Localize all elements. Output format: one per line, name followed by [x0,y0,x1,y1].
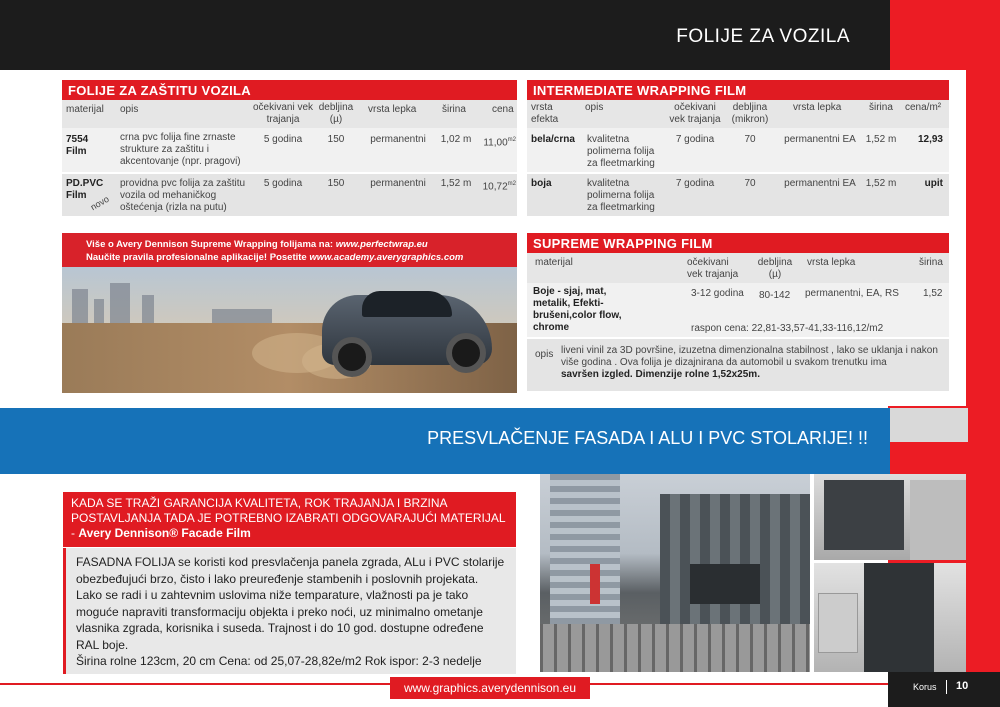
banner-line-2 [86,252,463,263]
col-sirina: širina [869,102,893,113]
row-adhesive: permanentni EA [784,178,856,189]
description-text: FASADNA FOLIJA se koristi kod presvlačenja panela zgrada, ALu i PVC stolarije obezbeđujući brzo, čisto i lako preuređenje stambenih i poslovnih projekata. Lako se radi i u zahtevnim uslovima niže temparature, vlažnosti pa je tako moguće napraviti transformaciju objekta i preko noći, uz minimalno ometanje vlasnika zgrada, korisnika i suseda. Trajnost i do 10 god. dostupne određene RAL boje. [76,555,505,652]
facade-title: PRESVLAČENJE FASADA I ALU I PVC STOLARIJE! !! [427,428,868,448]
banner-text: Više o Avery Dennison Supreme Wrapping folijama na: [86,239,336,250]
col-opis: opis [120,104,139,115]
railing [540,624,810,672]
facade-banner [0,408,890,474]
page-number: 10 [956,680,969,692]
row-width: 1,52 [923,288,943,299]
zastita-table [62,100,517,218]
table-row [527,339,949,391]
col-vek: očekivani vek trajanja [252,102,314,125]
facade-photo-top [814,474,966,560]
col-opis: opis [585,102,604,113]
car-wheel [332,337,372,377]
row-adhesive: permanentni [370,178,426,189]
intermediate-title: INTERMEDIATE WRAPPING FILM [527,80,949,101]
city-building [94,299,104,323]
academy-link[interactable]: www.academy.averygraphics.com [309,252,464,263]
col-debljina: debljina (µ) [318,102,354,125]
footer-url[interactable]: www.graphics.averydennison.eu [390,677,590,699]
blue-band-side [888,408,968,442]
row-lifetime: 3-12 godina [691,288,744,299]
supreme-table [527,253,949,393]
facade-photo-bottom [814,563,966,672]
col-debljina: debljina (mikron) [731,102,769,125]
city-building [72,289,88,323]
row-material: PD.PVC Film [66,178,104,201]
col-cena: cena/m² [905,102,942,113]
col-sirina: širina [442,104,466,115]
row-width: 1,52 m [865,178,897,189]
row-thickness: 150 [327,134,345,145]
zastita-header-row [62,100,517,128]
intermediate-table [527,100,949,218]
page-corner [888,672,1000,707]
row-adhesive: permanentni [370,134,426,145]
row-effect: bela/crna [531,134,575,145]
col-materijal: materijal [66,104,104,115]
row-thickness: 80-142 [759,290,791,301]
row-description [561,345,943,381]
row-description: providna pvc folija za zaštitu vozila od mehaničkog oštećenja (rizla na putu) [120,178,246,213]
row-description: kvalitetna polimerna folija za fleetmarking [587,178,655,213]
row-lifetime: 5 godina [263,178,303,189]
city-building [110,283,130,323]
row-price: upit [924,178,943,189]
row-adhesive: permanentni, EA, RS [805,288,899,299]
row-material: Boje - sjaj, mat, metalik, Efekti-brušeni,color flow, chrome [533,286,622,333]
banner-line-1 [86,239,428,250]
row-width: 1,52 m [865,134,897,145]
row-lifetime: 7 godina [675,178,715,189]
row-lifetime: 7 godina [675,134,715,145]
page-separator [946,680,947,694]
headline-bold: Avery Dennison® Facade Film [78,526,251,540]
row-price [480,134,516,149]
zastita-title: FOLIJE ZA ZAŠTITU VOZILA [62,80,517,101]
row-thickness: 70 [744,178,756,189]
col-debljina: debljina (µ) [757,257,793,280]
col-lepak: vrsta lepka [793,102,842,113]
row-thickness: 150 [327,178,345,189]
supreme-header-row [527,253,949,283]
description-text: liveni vinil za 3D površine, izuzetna dimenzionalna stabilnost , lako se uklanja i nakon više godina . Ova folija je dizajnirana da automobil u svakom trenutku ima [561,345,938,368]
facade-description [63,548,516,674]
col-lepak: vrsta lepka [368,104,417,115]
description-bold: savršen izgled. Dimenzije rolne 1,52x25m. [561,369,760,380]
supreme-title: SUPREME WRAPPING FILM [527,233,949,254]
row-effect: boja [531,178,552,189]
price-unit: m2 [507,137,516,143]
row-description: kvalitetna polimerna folija za fleetmarking [587,134,655,169]
page-title: FOLIJE ZA VOZILA [676,26,850,47]
col-cena: cena [492,104,514,115]
wall [910,480,966,560]
col-vek: očekivani vek trajanja [687,257,739,280]
row-price: 12,93 [917,134,943,145]
perfectwrap-banner [62,233,517,393]
price-value: 11,00 [483,137,508,149]
table-row [62,128,517,172]
row-width: 1,52 m [440,178,472,189]
roll-info: Širina rolne 123cm, 20 cm Cena: od 25,07-28,82e/m2 Rok ispor: 2-3 nedelje [76,654,482,668]
building-tower [550,474,620,624]
top-header-bar [0,0,890,70]
novo-badge: novo [88,193,111,213]
facade-photo-main [540,474,810,672]
facade-headline [63,492,516,547]
table-row [527,174,949,216]
black-pillar [864,563,934,672]
price-unit: m2 [507,181,516,187]
col-efekt: vrsta efekta [531,102,559,125]
table-row [527,283,949,337]
banner-text: Naučite pravila profesionalne aplikacije! Posetite [86,252,310,263]
price-range: raspon cena: 22,81-33,57-41,33-116,12/m2 [691,323,884,334]
row-lifetime: 5 godina [263,134,303,145]
col-sirina: širina [919,257,943,268]
intermediate-header-row [527,100,949,128]
city-building [212,309,272,323]
black-panel [690,564,760,604]
car-window [362,291,452,317]
window [818,593,858,653]
city-building [142,295,154,323]
col-vek: očekivani vek trajanja [669,102,721,125]
headline-text: KADA SE TRAŽI GARANCIJA KVALITETA, ROK TRAJANJA I BRZINA POSTAVLJANJA TADA JE POTREBNO IZABRATI ODGOVARAJUĆI MATERIJAL - [71,496,506,540]
perfectwrap-link[interactable]: www.perfectwrap.eu [335,239,428,250]
col-materijal: materijal [535,257,573,268]
row-thickness: 70 [744,134,756,145]
col-lepak: vrsta lepka [807,257,856,268]
table-row [527,128,949,172]
car-wheel [446,333,486,373]
row-adhesive: permanentni EA [784,134,856,145]
row-material: 7554 Film [66,134,89,157]
row-description: crna pvc folija fine zrnaste strukture za zaštitu i akcentovanje (npr. pragovi) [120,132,241,167]
row-price [480,178,516,193]
worker-figure [590,564,600,604]
price-value: 10,72 [482,181,508,193]
brand-name: Korus [913,682,937,692]
table-row [62,174,517,216]
black-column [824,480,904,550]
opis-label: opis [535,349,554,360]
row-width: 1,02 m [440,134,472,145]
